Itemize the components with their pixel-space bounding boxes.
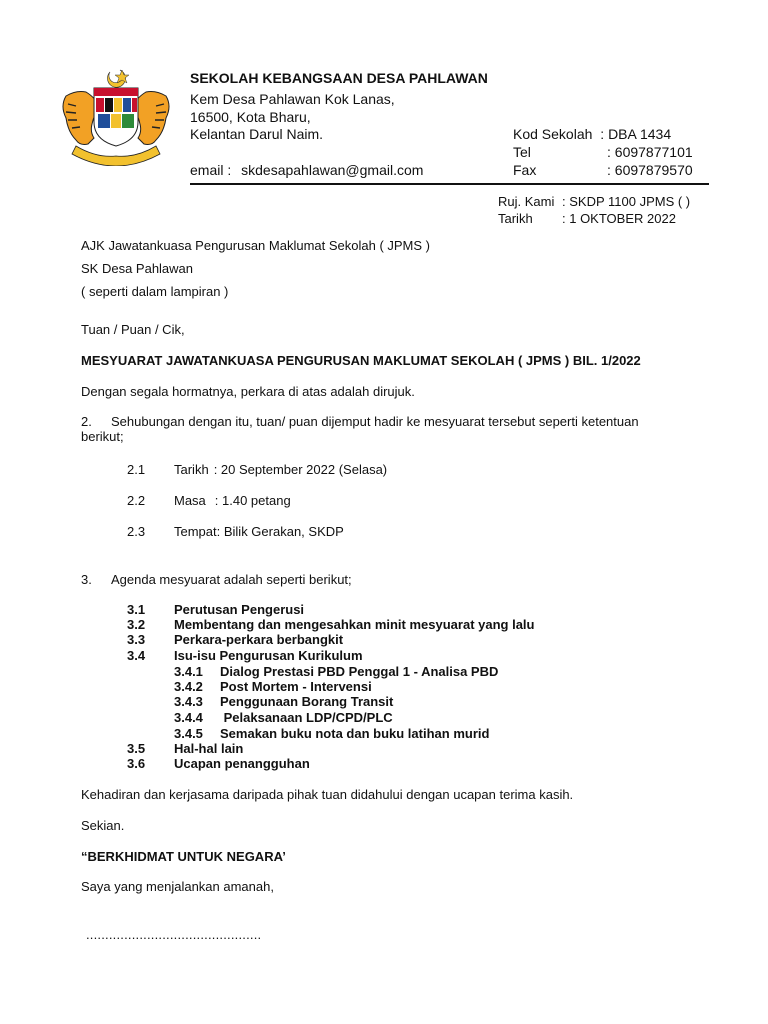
contact-row-fax bbox=[513, 162, 693, 178]
agenda-number: 3.4 bbox=[127, 648, 146, 663]
agenda-text: Penggunaan Borang Transit bbox=[220, 694, 394, 709]
agenda-subitem bbox=[174, 710, 393, 725]
agenda-text: Hal-hal lain bbox=[174, 741, 244, 756]
jata-negara-crest-icon bbox=[58, 66, 174, 166]
contact-row-tel bbox=[513, 144, 693, 160]
reference-label: Ruj. Kami bbox=[498, 194, 555, 209]
agenda-subitem bbox=[174, 726, 489, 741]
recipient-line-3: ( seperti dalam lampiran ) bbox=[81, 284, 229, 299]
paragraph-text: Sehubungan dengan itu, tuan/ puan dijemput hadir ke mesyuarat tersebut seperti ketentuan bbox=[111, 414, 639, 429]
agenda-text: Semakan buku nota dan buku latihan murid bbox=[220, 726, 490, 741]
contact-row-kod-sekolah bbox=[513, 126, 671, 142]
detail-row-tarikh bbox=[127, 462, 387, 477]
date-value: : 1 OKTOBER 2022 bbox=[562, 211, 676, 226]
contact-label: Tel bbox=[513, 144, 531, 160]
agenda-text: Dialog Prestasi PBD Penggal 1 - Analisa PBD bbox=[220, 664, 499, 679]
recipient-line-2: SK Desa Pahlawan bbox=[81, 261, 194, 276]
address-line-2: 16500, Kota Bharu, bbox=[190, 109, 311, 125]
agenda-number: 3.3 bbox=[127, 632, 146, 647]
sekian-text: Sekian. bbox=[81, 818, 125, 833]
detail-number: 2.3 bbox=[127, 524, 146, 539]
detail-row-tempat bbox=[127, 524, 344, 539]
agenda-text: Post Mortem - Intervensi bbox=[220, 679, 372, 694]
detail-number: 2.2 bbox=[127, 493, 146, 508]
agenda-text: Ucapan penangguhan bbox=[174, 756, 310, 771]
paragraph-number: 2. bbox=[81, 414, 92, 429]
detail-value: Bilik Gerakan, SKDP bbox=[220, 524, 344, 539]
agenda-number: 3.5 bbox=[127, 741, 146, 756]
agenda-number: 3.4.4 bbox=[174, 710, 203, 725]
agenda-item bbox=[127, 756, 310, 771]
detail-label: Masa bbox=[174, 493, 206, 508]
agenda-text: Pelaksanaan LDP/CPD/PLC bbox=[220, 710, 393, 725]
closing-paragraph: Kehadiran dan kerjasama daripada pihak tuan didahului dengan ucapan terima kasih. bbox=[81, 787, 574, 802]
reference-row bbox=[498, 194, 690, 209]
paragraph-text: Agenda mesyuarat adalah seperti berikut; bbox=[111, 572, 352, 587]
agenda-number: 3.2 bbox=[127, 617, 146, 632]
salutation: Tuan / Puan / Cik, bbox=[81, 322, 185, 337]
agenda-number: 3.4.1 bbox=[174, 664, 203, 679]
agenda-number: 3.4.5 bbox=[174, 726, 203, 741]
signoff-text: Saya yang menjalankan amanah, bbox=[81, 879, 274, 894]
contact-label: Fax bbox=[513, 162, 537, 178]
opening-paragraph: Dengan segala hormatnya, perkara di atas adalah dirujuk. bbox=[81, 384, 415, 399]
agenda-text: Perkara-perkara berbangkit bbox=[174, 632, 344, 647]
agenda-subitem bbox=[174, 664, 498, 679]
agenda-number: 3.1 bbox=[127, 602, 146, 617]
recipient-line-1: AJK Jawatankuasa Pengurusan Maklumat Sekolah ( JPMS ) bbox=[81, 238, 431, 253]
signature-line: .............................................. bbox=[86, 927, 262, 942]
date-row bbox=[498, 211, 676, 226]
agenda-number: 3.4.2 bbox=[174, 679, 203, 694]
detail-row-masa bbox=[127, 493, 291, 508]
agenda-item bbox=[127, 741, 243, 756]
detail-label: Tarikh bbox=[174, 462, 209, 477]
address-line-3: Kelantan Darul Naim. bbox=[190, 126, 324, 142]
paragraph-number: 3. bbox=[81, 572, 92, 587]
paragraph-2-line-1 bbox=[81, 414, 639, 429]
agenda-subitem bbox=[174, 679, 372, 694]
paragraph-3 bbox=[81, 572, 352, 587]
contact-value: : DBA 1434 bbox=[600, 126, 672, 142]
motto-text: “BERKHIDMAT UNTUK NEGARA’ bbox=[81, 849, 286, 864]
agenda-item bbox=[127, 632, 343, 647]
email-row bbox=[190, 162, 423, 178]
contact-value: : 6097877101 bbox=[607, 144, 693, 160]
agenda-item bbox=[127, 648, 363, 663]
paragraph-2-line-2: berikut; bbox=[81, 429, 124, 444]
subject-line: MESYUARAT JAWATANKUASA PENGURUSAN MAKLUMAT SEKOLAH ( JPMS ) BIL. 1/2022 bbox=[81, 353, 641, 368]
agenda-subitem bbox=[174, 694, 393, 709]
contact-value: : 6097879570 bbox=[607, 162, 693, 178]
detail-value: : 1.40 petang bbox=[214, 493, 291, 508]
agenda-text: Isu-isu Pengurusan Kurikulum bbox=[174, 648, 363, 663]
agenda-number: 3.6 bbox=[127, 756, 146, 771]
email-label: email : bbox=[190, 162, 232, 178]
email-address[interactable]: skdesapahlawan@gmail.com bbox=[241, 162, 424, 178]
header-divider bbox=[190, 183, 709, 185]
agenda-item bbox=[127, 602, 304, 617]
detail-label: Tempat: bbox=[174, 524, 221, 539]
agenda-item bbox=[127, 617, 534, 632]
contact-label: Kod Sekolah bbox=[513, 126, 593, 142]
detail-value: : 20 September 2022 (Selasa) bbox=[213, 462, 388, 477]
school-name: SEKOLAH KEBANGSAAN DESA PAHLAWAN bbox=[190, 70, 488, 86]
reference-value: : SKDP 1100 JPMS ( ) bbox=[562, 194, 691, 209]
agenda-number: 3.4.3 bbox=[174, 694, 203, 709]
agenda-text: Membentang dan mengesahkan minit mesyuarat yang lalu bbox=[174, 617, 535, 632]
detail-number: 2.1 bbox=[127, 462, 146, 477]
agenda-text: Perutusan Pengerusi bbox=[174, 602, 305, 617]
address-line-1: Kem Desa Pahlawan Kok Lanas, bbox=[190, 91, 395, 107]
date-label: Tarikh bbox=[498, 211, 533, 226]
